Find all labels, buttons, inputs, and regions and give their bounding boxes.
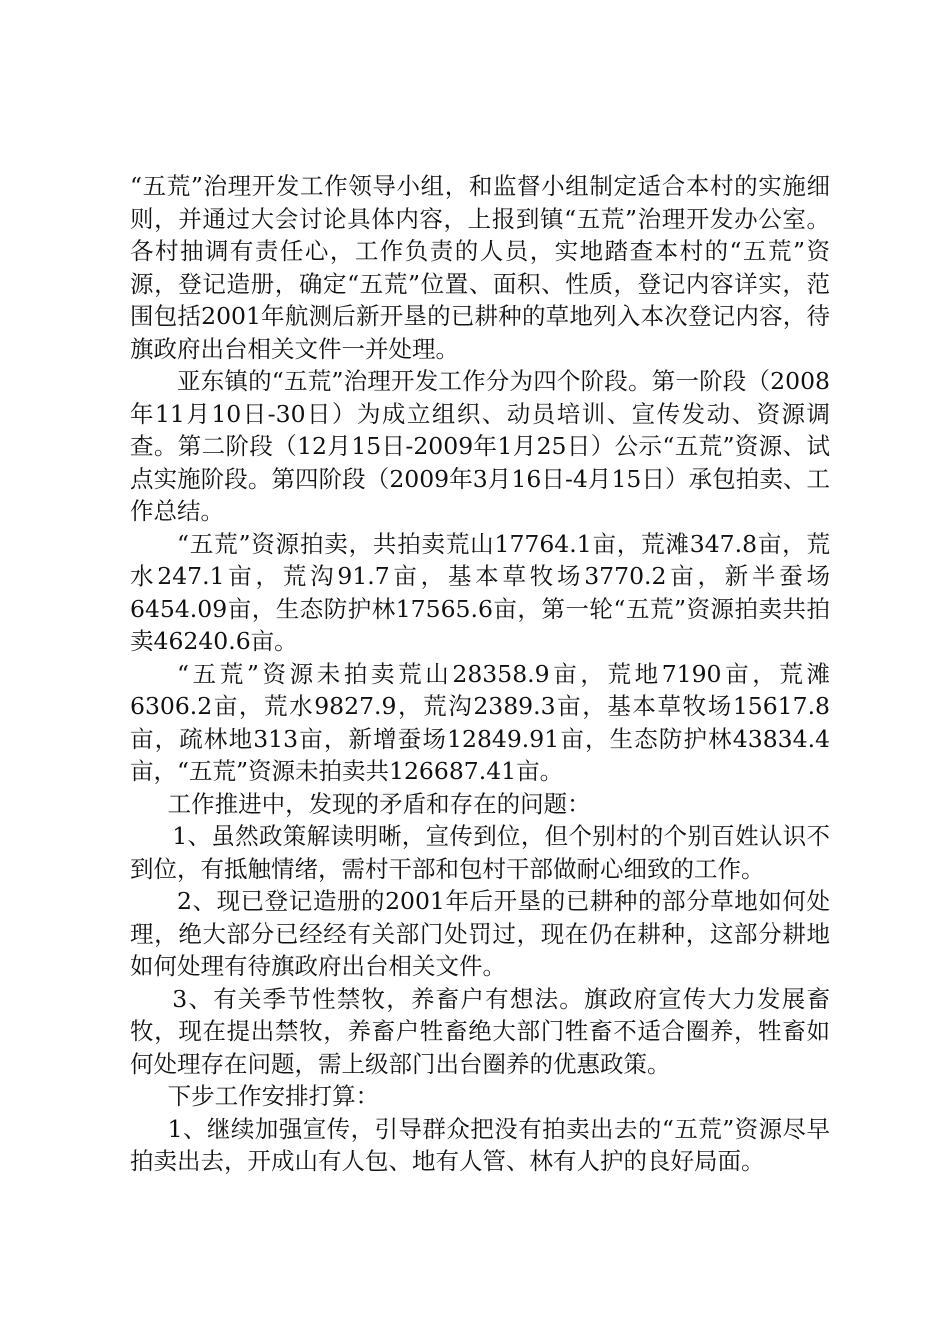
document-body xyxy=(130,170,830,1178)
paragraph-8: 3、有关季节性禁牧，养畜户有想法。旗政府宣传大力发展畜牧，现在提出禁牧，养畜户牲畜绝大部门牲畜不适合圈养，牲畜如何处理存在问题，需上级部门出台圈养的优惠政策。 xyxy=(130,984,830,1078)
paragraph-1: “五荒”治理开发工作领导小组，和监督小组制定适合本村的实施细则，并通过大会讨论具体内容，上报到镇“五荒”治理开发办公室。各村抽调有责任心，工作负责的人员，实地踏查本村的“五荒”资源，登记造册，确定“五荒”位置、面积、性质，登记内容详实，范围包括2001年航测后新开垦的已耕种的草地列入本次登记内容，待旗政府出台相关文件一并处理。 xyxy=(130,172,830,363)
paragraph-3: “五荒”资源拍卖，共拍卖荒山17764.1亩，荒滩347.8亩，荒水247.1亩，荒沟91.7亩，基本草牧场3770.2亩，新半蚕场6454.09亩，生态防护林17565.6亩，第一轮“五荒”资源拍卖共拍卖46240.6亩。 xyxy=(130,529,830,655)
paragraph-7: 2、现已登记造册的2001年后开垦的已耕种的部分草地如何处理，绝大部分已经经有关部门处罚过，现在仍在耕种，这部分耕地如何处理有待旗政府出台相关文件。 xyxy=(130,887,830,980)
paragraph-10: 1、继续加强宣传，引导群众把没有拍卖出去的“五荒”资源尽早拍卖出去，开成山有人包、地有人管、林有人护的良好局面。 xyxy=(130,1114,830,1175)
paragraph-9: 下步工作安排打算： xyxy=(167,1082,380,1110)
paragraph-6: 1、虽然政策解读明晰，宣传到位，但个别村的个别百姓认识不到位，有抵触情绪，需村干部和包村干部做耐心细致的工作。 xyxy=(130,822,830,883)
paragraph-2: 亚东镇的“五荒”治理开发工作分为四个阶段。第一阶段（2008年11月10日-30日）为成立组织、动员培训、宣传发动、资源调查。第二阶段（12月15日-2009年1月25日）公示“五荒”资源、试点实施阶段。第四阶段（2009年3月16日-4月15日）承包拍卖、工作总结。 xyxy=(130,367,830,525)
paragraph-4: “五荒”资源未拍卖荒山28358.9亩，荒地7190亩，荒滩6306.2亩，荒水9827.9，荒沟2389.3亩，基本草牧场15617.8亩，疏林地313亩，新增蚕场12849.91亩，生态防护林43834.4亩，“五荒”资源未拍卖共126687.41亩。 xyxy=(130,659,830,785)
paragraph-5: 工作推进中，发现的矛盾和存在的问题： xyxy=(167,789,591,818)
